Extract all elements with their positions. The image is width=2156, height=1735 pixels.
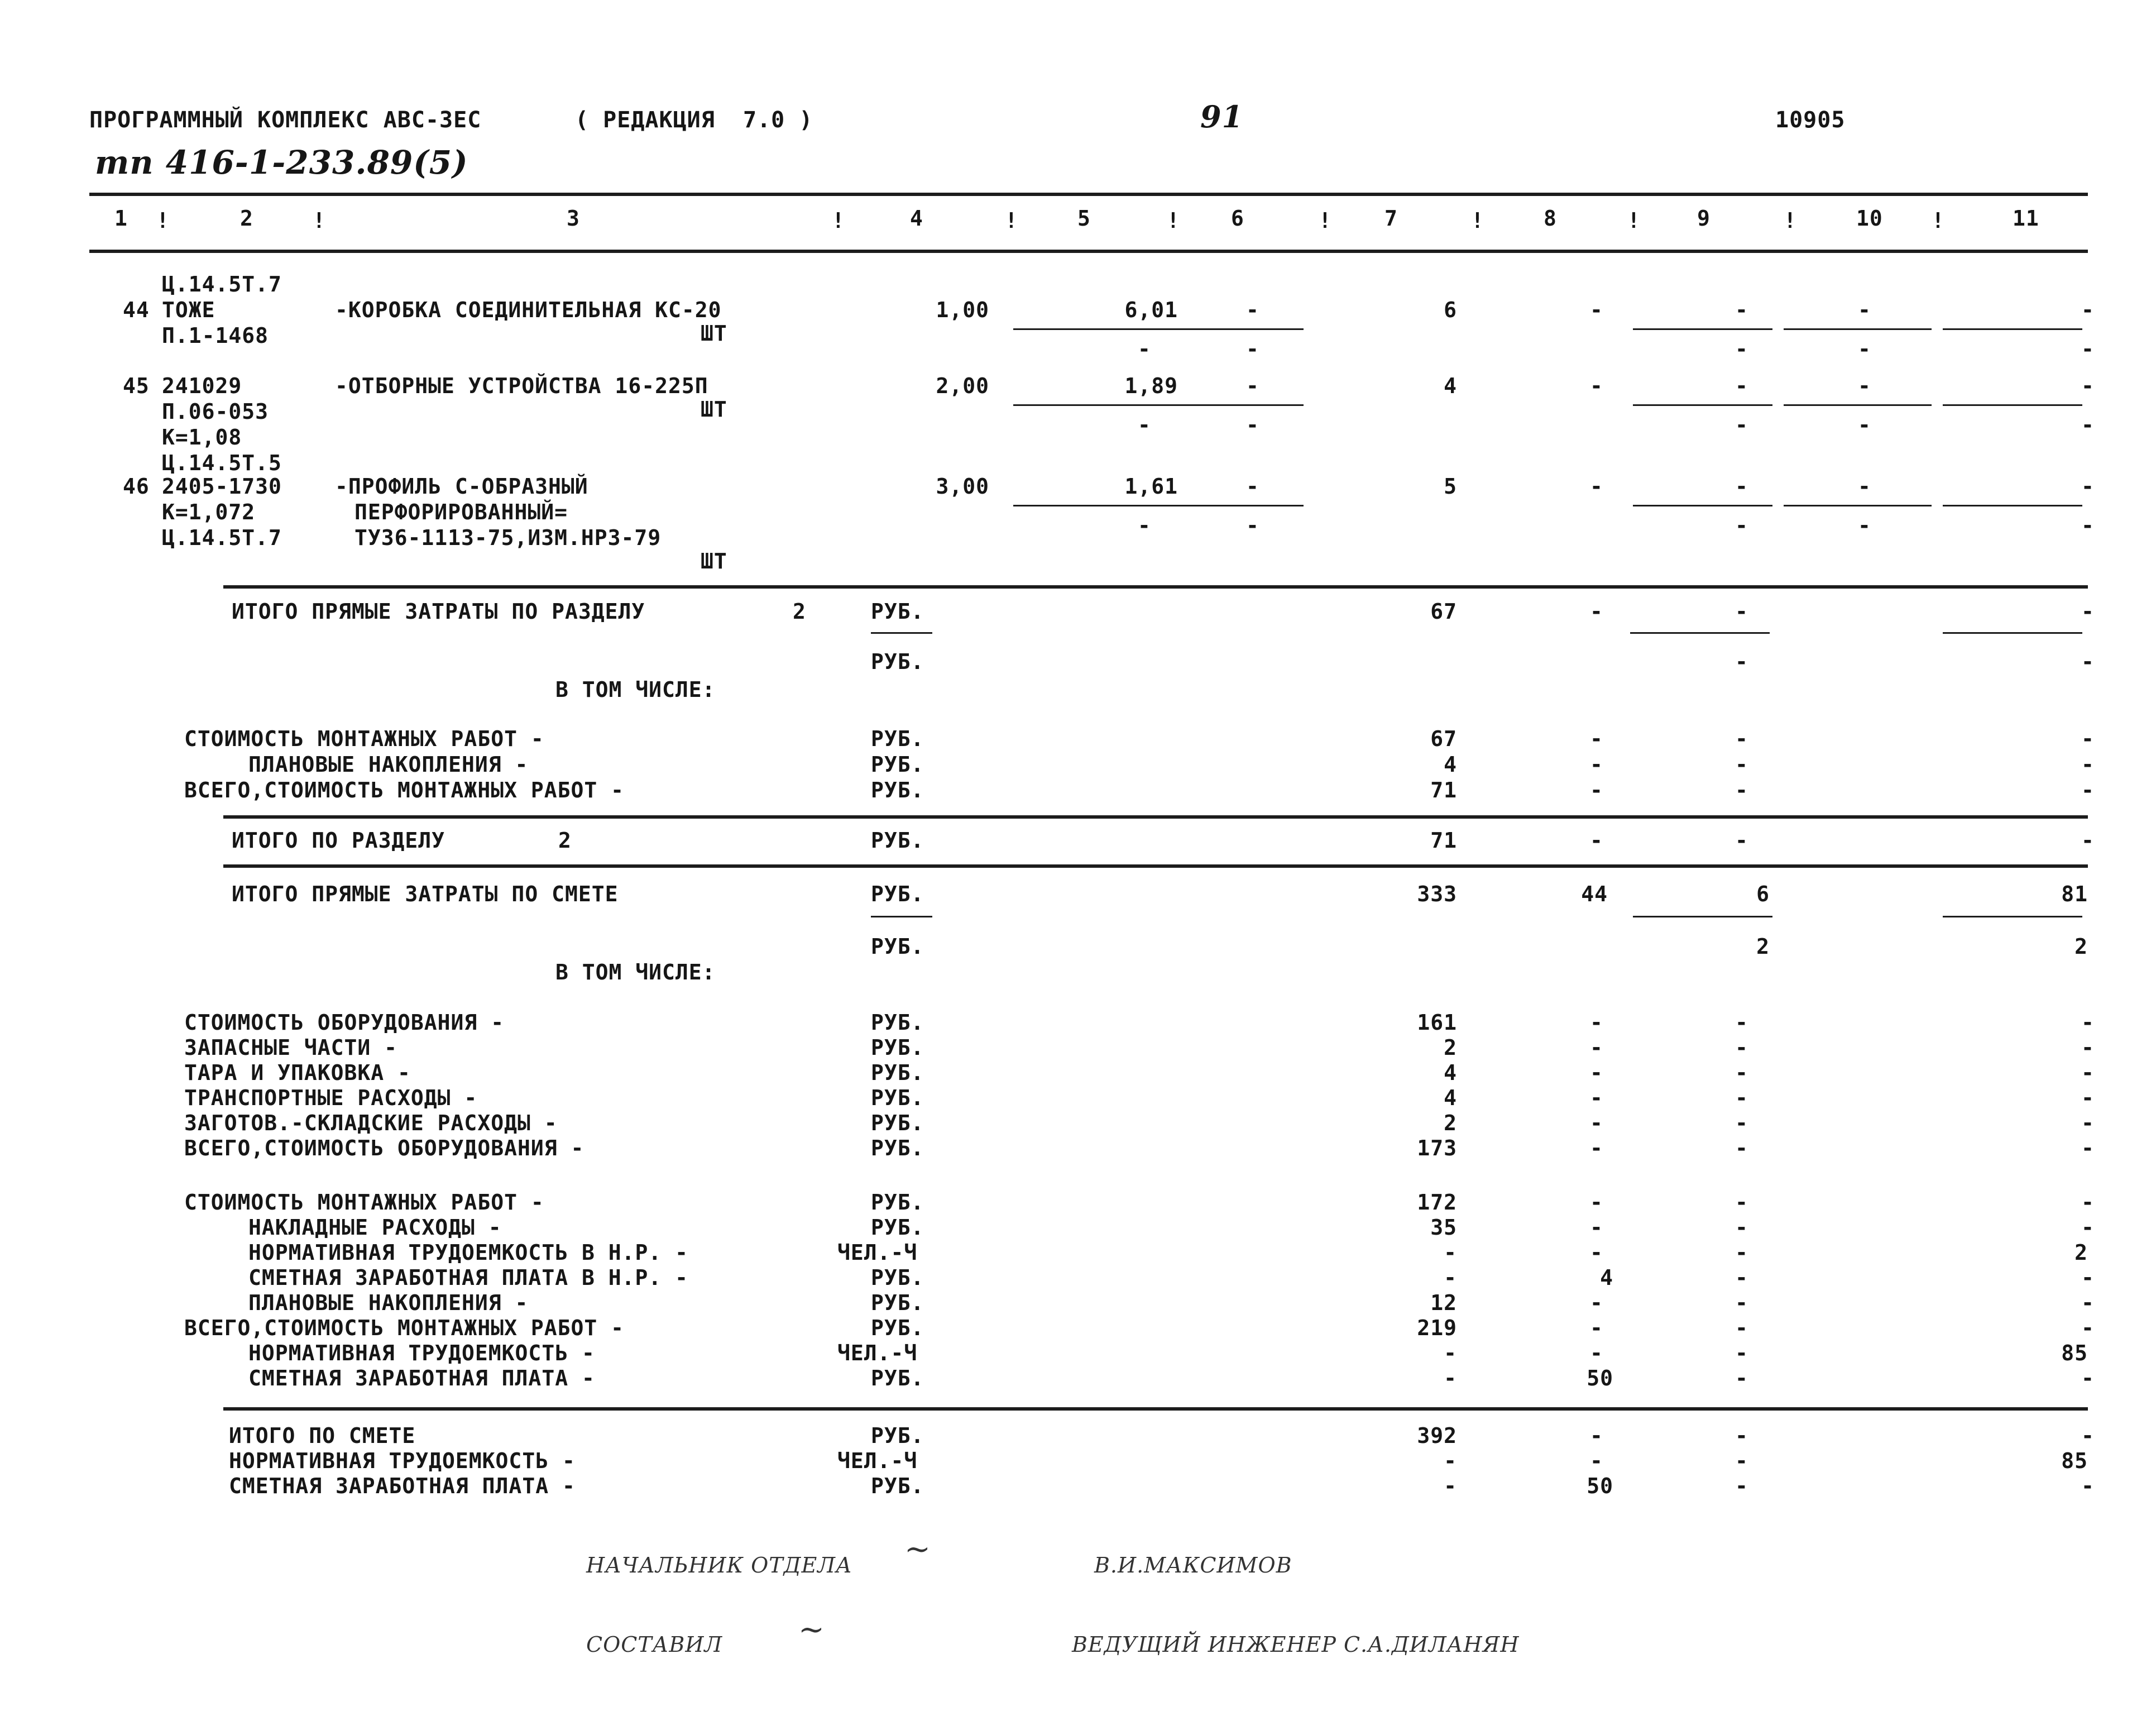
cost-row-col11: - (2081, 1086, 2095, 1110)
cost-row-col8: - (1590, 1316, 1603, 1340)
cost-row-label: ВСЕГО,СТОИМОСТЬ МОНТАЖНЫХ РАБОТ - (184, 778, 624, 802)
signature-role-author: СОСТАВИЛ (586, 1632, 723, 1657)
item-reference-code: К=1,08 (162, 425, 242, 450)
item-fraction-rule (1943, 328, 2082, 330)
item-price-lower: - (1138, 513, 1151, 538)
cost-row-col11: - (2081, 1291, 2095, 1315)
section-sum-unit: РУБ. (871, 828, 924, 853)
item-col8: - (1590, 298, 1603, 322)
column-separator: ! (1471, 208, 1484, 233)
cost-row-label: СМЕТНАЯ ЗАРАБОТНАЯ ПЛАТА - (229, 1474, 576, 1498)
column-header-2: 2 (240, 206, 253, 231)
section-number: 2 (793, 599, 806, 624)
cost-row-col8: - (1590, 1449, 1603, 1473)
cost-row-col8: - (1590, 1136, 1603, 1160)
item-col9: - (1735, 474, 1748, 499)
cost-row-unit: ЧЕЛ.-Ч (837, 1341, 918, 1365)
cost-row-col9: - (1735, 1449, 1748, 1473)
item-unit: ШТ (701, 549, 727, 573)
cost-row-col8: - (1590, 1060, 1603, 1085)
item-col11: - (2081, 474, 2095, 499)
cost-row-col8: - (1590, 1291, 1603, 1315)
item-number: 45 (123, 374, 150, 398)
cost-row-label: ТРАНСПОРТНЫЕ РАСХОДЫ - (184, 1086, 478, 1110)
signature-name-head: В.И.МАКСИМОВ (1094, 1553, 1292, 1578)
item-fraction-rule (1164, 404, 1304, 406)
cost-row-unit: РУБ. (871, 752, 924, 777)
cost-row-col7: 67 (1430, 726, 1457, 751)
cost-row-col9: - (1735, 1086, 1748, 1110)
item-col11-lower: - (2081, 513, 2095, 538)
cost-row-col11: - (2081, 1060, 2095, 1085)
column-separator: ! (1932, 208, 1945, 233)
cost-row-col8: - (1590, 1240, 1603, 1265)
program-name: ПРОГРАММНЫЙ КОМПЛЕКС АВС-ЗЕС (89, 107, 482, 133)
item-col6: - (1246, 374, 1259, 398)
cost-row-col8: - (1590, 1341, 1603, 1365)
cost-row-unit: РУБ. (871, 726, 924, 751)
header-rule-top (89, 193, 2088, 196)
column-separator: ! (156, 208, 170, 233)
column-separator: ! (1167, 208, 1180, 233)
cost-row-col9: - (1735, 1474, 1748, 1498)
item-col10-lower: - (1858, 413, 1871, 437)
cost-row-col11: - (2081, 1316, 2095, 1340)
item-col6: - (1246, 298, 1259, 322)
cost-row-unit: РУБ. (871, 778, 924, 802)
item-price: 6,01 (1124, 298, 1178, 322)
cost-row-col7: 71 (1430, 778, 1457, 802)
cost-row-col11: 85 (2061, 1341, 2088, 1365)
column-header-3: 3 (567, 206, 580, 231)
item-name: ТУ36-1113-75,ИЗМ.НРЗ-79 (354, 525, 662, 550)
item-total: 6 (1444, 298, 1457, 322)
cost-row-col8: - (1590, 726, 1603, 751)
item-col10-lower: - (1858, 513, 1871, 538)
cost-row-col8: 50 (1587, 1366, 1613, 1390)
item-fraction-rule (1013, 328, 1181, 330)
item-col11-lower: - (2081, 337, 2095, 361)
cost-row-label: НОРМАТИВНАЯ ТРУДОЕМКОСТЬ - (248, 1341, 595, 1365)
cost-row-unit: РУБ. (871, 1474, 924, 1498)
item-total: 5 (1444, 474, 1457, 499)
cost-row-unit: ЧЕЛ.-Ч (837, 1449, 918, 1473)
item-col6-lower: - (1246, 413, 1259, 437)
item-fraction-rule (1164, 328, 1304, 330)
section-sum-label: ИТОГО ПО РАЗДЕЛУ (232, 828, 445, 853)
estimate-direct-label: ИТОГО ПРЯМЫЕ ЗАТРАТЫ ПО СМЕТЕ (232, 882, 619, 906)
estimate-direct-col11: 81 (2061, 882, 2088, 906)
column-header-6: 6 (1231, 206, 1244, 231)
item-col9: - (1735, 374, 1748, 398)
section-total-col9-lower: - (1735, 649, 1748, 674)
section-total-col8: - (1590, 599, 1603, 624)
item-name: ПЕРФОРИРОВАННЫЙ= (354, 500, 568, 524)
cost-row-col7: - (1444, 1240, 1457, 1265)
cost-row-col11: - (2081, 1215, 2095, 1240)
cost-row-col8: - (1590, 1010, 1603, 1035)
cost-row-label: ЗАПАСНЫЕ ЧАСТИ - (184, 1035, 398, 1060)
page-number: 91 (1200, 99, 1244, 135)
section-total-fraction (1943, 632, 2082, 634)
cost-row-col11: 85 (2061, 1449, 2088, 1473)
cost-row-unit: РУБ. (871, 1265, 924, 1290)
item-price: 1,61 (1124, 474, 1178, 499)
cost-row-col8: - (1590, 1111, 1603, 1135)
cost-row-label: СТОИМОСТЬ МОНТАЖНЫХ РАБОТ - (184, 726, 544, 751)
column-header-10: 10 (1856, 206, 1883, 231)
cost-row-col9: - (1735, 1010, 1748, 1035)
cost-row-col8: 50 (1587, 1474, 1613, 1498)
section-sum-col7: 71 (1430, 828, 1457, 853)
item-col11: - (2081, 298, 2095, 322)
section-sum-number: 2 (558, 828, 572, 853)
cost-row-unit: ЧЕЛ.-Ч (837, 1240, 918, 1265)
cost-row-col8: - (1590, 1190, 1603, 1215)
cost-row-label: СТОИМОСТЬ МОНТАЖНЫХ РАБОТ - (184, 1190, 544, 1215)
column-header-11: 11 (2013, 206, 2039, 231)
item-quantity: 1,00 (936, 298, 989, 322)
cost-row-unit: РУБ. (871, 1111, 924, 1135)
column-separator: ! (1627, 208, 1641, 233)
cost-row-col7: 12 (1430, 1291, 1457, 1315)
cost-row-col11: - (2081, 1190, 2095, 1215)
column-header-8: 8 (1544, 206, 1557, 231)
cost-row-label: ВСЕГО,СТОИМОСТЬ ОБОРУДОВАНИЯ - (184, 1136, 584, 1160)
cost-row-col11: - (2081, 1136, 2095, 1160)
item-fraction-rule (1013, 404, 1181, 406)
section-sum-col9: - (1735, 828, 1748, 853)
section-total-col7: 67 (1430, 599, 1457, 624)
item-total: 4 (1444, 374, 1457, 398)
item-reference-code: 241029 (162, 374, 242, 398)
cost-row-col7: - (1444, 1341, 1457, 1365)
item-fraction-rule (1943, 505, 2082, 506)
section-total-label: ИТОГО ПРЯМЫЕ ЗАТРАТЫ ПО РАЗДЕЛУ (232, 599, 645, 624)
section-total-col11: - (2081, 599, 2095, 624)
cost-row-unit: РУБ. (871, 1291, 924, 1315)
item-prefix-code: Ц.14.5Т.7 (162, 272, 282, 297)
column-separator: ! (1784, 208, 1797, 233)
estimate-direct-fraction (1633, 916, 1772, 917)
estimate-direct-col9-lower: 2 (1756, 934, 1770, 959)
cost-row-col8: - (1590, 1423, 1603, 1448)
item-reference-code: П.06-053 (162, 399, 269, 424)
cost-row-col8: - (1590, 1086, 1603, 1110)
column-header-1: 1 (114, 206, 128, 231)
including-heading: В ТОМ ЧИСЛЕ: (555, 960, 716, 984)
column-header-7: 7 (1384, 206, 1398, 231)
cost-row-label: ТАРА И УПАКОВКА - (184, 1060, 411, 1085)
section-total-col9: - (1735, 599, 1748, 624)
item-col10: - (1858, 374, 1871, 398)
cost-row-col8: - (1590, 778, 1603, 802)
cost-row-col9: - (1735, 1035, 1748, 1060)
item-name: -ОТБОРНЫЕ УСТРОЙСТВА 16-225П (335, 374, 708, 398)
column-header-4: 4 (910, 206, 923, 231)
cost-row-col9: - (1735, 1341, 1748, 1365)
item-fraction-rule (1784, 404, 1932, 406)
item-col8: - (1590, 374, 1603, 398)
cost-row-col9: - (1735, 1060, 1748, 1085)
item-price-lower: - (1138, 413, 1151, 437)
item-fraction-rule (1013, 505, 1181, 506)
section-total-col11-lower: - (2081, 649, 2095, 674)
item-col9-lower: - (1735, 413, 1748, 437)
cost-row-col11: - (2081, 778, 2095, 802)
cost-row-col7: 173 (1417, 1136, 1457, 1160)
item-unit: ШТ (701, 321, 727, 346)
cost-row-col11: 2 (2074, 1240, 2088, 1265)
column-separator: ! (1005, 208, 1018, 233)
cost-row-unit: РУБ. (871, 1316, 924, 1340)
item-reference-code: П.1-1468 (162, 323, 269, 348)
cost-row-col9: - (1735, 778, 1748, 802)
cost-row-unit: РУБ. (871, 1010, 924, 1035)
cost-row-col7: 4 (1444, 1086, 1457, 1110)
item-fraction-rule (1164, 505, 1304, 506)
estimate-direct-col7: 333 (1417, 882, 1457, 906)
cost-row-col9: - (1735, 1240, 1748, 1265)
item-col6-lower: - (1246, 337, 1259, 361)
item-reference-code: Ц.14.5Т.7 (162, 525, 282, 550)
item-fraction-rule (1784, 505, 1932, 506)
cost-row-col7: - (1444, 1474, 1457, 1498)
cost-row-col8: - (1590, 1215, 1603, 1240)
cost-row-col11: - (2081, 1265, 2095, 1290)
cost-row-col9: - (1735, 1111, 1748, 1135)
cost-row-col9: - (1735, 726, 1748, 751)
cost-row-label: НОРМАТИВНАЯ ТРУДОЕМКОСТЬ В Н.Р. - (248, 1240, 688, 1265)
cost-row-col11: - (2081, 1423, 2095, 1448)
cost-row-col8: - (1590, 752, 1603, 777)
signature-name-author: ВЕДУЩИЙ ИНЖЕНЕР С.А.ДИЛАНЯН (1072, 1632, 1520, 1657)
cost-row-col11: - (2081, 1474, 2095, 1498)
cost-row-label: НАКЛАДНЫЕ РАСХОДЫ - (248, 1215, 502, 1240)
estimate-direct-col11-lower: 2 (2074, 934, 2088, 959)
cost-row-col9: - (1735, 1136, 1748, 1160)
cost-row-col7: 161 (1417, 1010, 1457, 1035)
cost-row-col7: - (1444, 1265, 1457, 1290)
cost-row-col7: 172 (1417, 1190, 1457, 1215)
item-price-lower: - (1138, 337, 1151, 361)
cost-row-label: ЗАГОТОВ.-СКЛАДСКИЕ РАСХОДЫ - (184, 1111, 558, 1135)
column-header-5: 5 (1077, 206, 1091, 231)
cost-row-col7: 2 (1444, 1035, 1457, 1060)
cost-row-unit: РУБ. (871, 1086, 924, 1110)
section-total-fraction (871, 632, 932, 634)
column-separator: ! (1319, 208, 1332, 233)
item-col6: - (1246, 474, 1259, 499)
cost-row-col9: - (1735, 1265, 1748, 1290)
cost-row-unit: РУБ. (871, 1423, 924, 1448)
cost-row-col7: 2 (1444, 1111, 1457, 1135)
column-separator: ! (313, 208, 326, 233)
item-col10: - (1858, 298, 1871, 322)
cost-row-col9: - (1735, 1215, 1748, 1240)
cost-row-label: ВСЕГО,СТОИМОСТЬ МОНТАЖНЫХ РАБОТ - (184, 1316, 624, 1340)
cost-row-col7: - (1444, 1366, 1457, 1390)
item-col9: - (1735, 298, 1748, 322)
cost-row-col7: 4 (1444, 1060, 1457, 1085)
signature-role-head: НАЧАЛЬНИК ОТДЕЛА (586, 1553, 852, 1578)
item-number: 46 (123, 474, 150, 499)
including-heading: В ТОМ ЧИСЛЕ: (555, 677, 716, 702)
item-quantity: 2,00 (936, 374, 989, 398)
item-reference-code: Ц.14.5Т.5 (162, 451, 282, 475)
cost-row-col11: - (2081, 1035, 2095, 1060)
item-quantity: 3,00 (936, 474, 989, 499)
cost-row-col8: - (1590, 1035, 1603, 1060)
section-total-fraction (1630, 632, 1770, 634)
section-total-unit: РУБ. (871, 599, 924, 624)
item-col10-lower: - (1858, 337, 1871, 361)
cost-row-label: НОРМАТИВНАЯ ТРУДОЕМКОСТЬ - (229, 1449, 576, 1473)
cost-row-col11: - (2081, 752, 2095, 777)
cost-row-col7: 219 (1417, 1316, 1457, 1340)
handwritten-signature: ~ (798, 1612, 825, 1648)
cost-row-col9: - (1735, 1316, 1748, 1340)
cost-row-col9: - (1735, 1366, 1748, 1390)
cost-row-label: СМЕТНАЯ ЗАРАБОТНАЯ ПЛАТА - (248, 1366, 595, 1390)
handwritten-signature: ~ (904, 1531, 931, 1567)
cost-row-label: ПЛАНОВЫЕ НАКОПЛЕНИЯ - (248, 1291, 529, 1315)
estimate-direct-fraction (871, 916, 932, 917)
item-col10: - (1858, 474, 1871, 499)
section-sum-rule-bottom (223, 864, 2088, 868)
item-fraction-rule (1633, 404, 1772, 406)
section-total-unit-lower: РУБ. (871, 649, 924, 674)
estimate-direct-fraction (1943, 916, 2082, 917)
cost-row-col7: 392 (1417, 1423, 1457, 1448)
cost-row-label: СТОИМОСТЬ ОБОРУДОВАНИЯ - (184, 1010, 505, 1035)
item-price: 1,89 (1124, 374, 1178, 398)
cost-row-unit: РУБ. (871, 1215, 924, 1240)
cost-row-col9: - (1735, 1190, 1748, 1215)
column-header-9: 9 (1697, 206, 1711, 231)
cost-row-unit: РУБ. (871, 1366, 924, 1390)
item-name: -ПРОФИЛЬ С-ОБРАЗНЫЙ (335, 474, 588, 499)
cost-row-col9: - (1735, 752, 1748, 777)
item-col8: - (1590, 474, 1603, 499)
edition-label: ( РЕДАКЦИЯ 7.0 ) (575, 107, 813, 133)
section-sum-rule-top (223, 815, 2088, 819)
item-reference-code: ТОЖЕ (162, 298, 215, 322)
cost-row-col7: 35 (1430, 1215, 1457, 1240)
item-number: 44 (123, 298, 150, 322)
cost-row-label: ПЛАНОВЫЕ НАКОПЛЕНИЯ - (248, 752, 529, 777)
section-rule (223, 585, 2088, 589)
cost-row-col11: - (2081, 726, 2095, 751)
section-sum-col11: - (2081, 828, 2095, 853)
item-col11-lower: - (2081, 413, 2095, 437)
column-separator: ! (832, 208, 845, 233)
item-col9-lower: - (1735, 513, 1748, 538)
estimate-total-rule (223, 1407, 2088, 1411)
cost-row-col11: - (2081, 1111, 2095, 1135)
item-name: -КОРОБКА СОЕДИНИТЕЛЬНАЯ КС-20 (335, 298, 722, 322)
cost-row-col9: - (1735, 1423, 1748, 1448)
estimate-direct-unit-lower: РУБ. (871, 934, 924, 959)
cost-row-label: ИТОГО ПО СМЕТЕ (229, 1423, 416, 1448)
item-unit: ШТ (701, 397, 727, 422)
cost-row-col11: - (2081, 1010, 2095, 1035)
cost-row-label: СМЕТНАЯ ЗАРАБОТНАЯ ПЛАТА В Н.Р. - (248, 1265, 688, 1290)
document-code: 10905 (1775, 107, 1846, 133)
cost-row-col8: 4 (1600, 1265, 1613, 1290)
item-fraction-rule (1633, 505, 1772, 506)
cost-row-col11: - (2081, 1366, 2095, 1390)
project-number: тп 416-1-233.89(5) (95, 144, 468, 181)
cost-row-unit: РУБ. (871, 1190, 924, 1215)
item-col9-lower: - (1735, 337, 1748, 361)
section-sum-col8: - (1590, 828, 1603, 853)
estimate-direct-col8: 44 (1581, 882, 1608, 906)
cost-row-col7: 4 (1444, 752, 1457, 777)
item-col6-lower: - (1246, 513, 1259, 538)
item-fraction-rule (1633, 328, 1772, 330)
item-reference-code: 2405-1730 (162, 474, 282, 499)
item-fraction-rule (1784, 328, 1932, 330)
item-reference-code: К=1,072 (162, 500, 256, 524)
cost-row-unit: РУБ. (871, 1136, 924, 1160)
cost-row-col9: - (1735, 1291, 1748, 1315)
estimate-direct-unit: РУБ. (871, 882, 924, 906)
item-fraction-rule (1943, 404, 2082, 406)
cost-row-unit: РУБ. (871, 1035, 924, 1060)
item-col11: - (2081, 374, 2095, 398)
cost-row-col7: - (1444, 1449, 1457, 1473)
cost-row-unit: РУБ. (871, 1060, 924, 1085)
estimate-direct-col9: 6 (1756, 882, 1770, 906)
header-rule-bottom (89, 250, 2088, 253)
